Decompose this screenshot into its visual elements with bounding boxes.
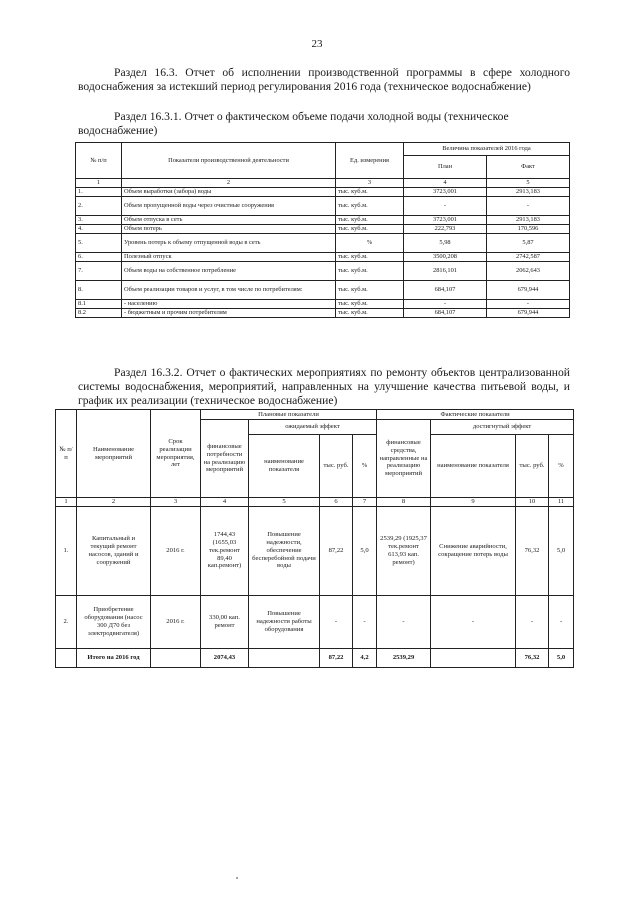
header-achieved-effect: достигнутый эффект (431, 420, 574, 435)
row-plan: - (404, 196, 487, 215)
row-unit: тыс. куб.м. (336, 196, 404, 215)
row-plan: 3723,001 (404, 215, 487, 224)
total-effect-pct: 4,2 (353, 648, 377, 667)
col-number: 11 (549, 498, 574, 507)
col-number: 5 (487, 179, 570, 188)
row-name: - населению (122, 299, 336, 308)
row-name: - бюджетным и прочим потребителям (122, 308, 336, 317)
row-effect-rub: - (320, 595, 353, 648)
total-row (56, 648, 574, 667)
table-row (56, 506, 574, 595)
row-fact: 679,944 (487, 280, 570, 299)
row-num: 1. (76, 187, 122, 196)
total-empty (56, 648, 77, 667)
header-expected-effect: ожидаемый эффект (249, 420, 377, 435)
total-achieved-rub: 76,32 (516, 648, 549, 667)
total-achieved-pct: 5,0 (549, 648, 574, 667)
repair-measures-table (55, 409, 574, 668)
header-indicator-fact: наименование показателя (431, 435, 516, 498)
row-unit: тыс. куб.м. (336, 215, 404, 224)
row-effect-pct: - (353, 595, 377, 648)
header-pct-fact: % (549, 435, 574, 498)
header-rub-fact: тыс. руб. (516, 435, 549, 498)
row-unit: тыс. куб.м. (336, 280, 404, 299)
table-row (76, 215, 570, 224)
row-term: 2016 г. (151, 506, 201, 595)
row-num: 8. (76, 280, 122, 299)
row-plan: 684,107 (404, 280, 487, 299)
header-num: № п/ п (56, 410, 77, 498)
row-fin-plan: 1744,43 (1655,03 тек.ремонт 89,40 кап.ремонт) (201, 506, 249, 595)
row-fact: 2742,587 (487, 252, 570, 261)
header-value-group: Величина показателей 2016 года (404, 143, 570, 156)
row-effect-name: Повышение надежности работы оборудования (249, 595, 320, 648)
total-label: Итого на 2016 год (77, 648, 151, 667)
row-unit: тыс. куб.м. (336, 308, 404, 317)
row-fact: 2913,183 (487, 215, 570, 224)
header-rub-plan: тыс. руб. (320, 435, 353, 498)
row-fin-plan: 330,00 кап. ремонт (201, 595, 249, 648)
row-plan: 222,793 (404, 224, 487, 233)
header-plan: План (404, 156, 487, 179)
row-plan: 2816,101 (404, 261, 487, 280)
col-number: 3 (336, 179, 404, 188)
section-16-3-1-heading: Раздел 16.3.1. Отчет о фактическом объеме подачи холодной воды (техническое водоснабжение) (78, 110, 509, 137)
row-fact: 170,596 (487, 224, 570, 233)
col-number: 7 (353, 498, 377, 507)
header-num: № п/п (76, 143, 122, 179)
row-name: Полезный отпуск (122, 252, 336, 261)
row-effect-rub: 87,22 (320, 506, 353, 595)
row-fact: 2062,643 (487, 261, 570, 280)
row-plan: - (404, 299, 487, 308)
row-name: Объем потерь (122, 224, 336, 233)
row-fin-fact: 2539,29 (1925,37 тек.ремонт 613,93 кап. ремонт) (377, 506, 431, 595)
row-effect-pct: 5,0 (353, 506, 377, 595)
row-fin-fact: - (377, 595, 431, 648)
table-row (76, 252, 570, 261)
row-unit: тыс. куб.м. (336, 261, 404, 280)
row-term: 2016 г. (151, 595, 201, 648)
row-achieved-rub: 76,32 (516, 506, 549, 595)
header-fin-plan: финансовые потребности на реализацию мероприятий (201, 420, 249, 498)
row-name: Объем реализации товаров и услуг, в том числе по потребителям: (122, 280, 336, 299)
header-actual: Фактические показатели (377, 410, 574, 420)
row-unit: % (336, 233, 404, 252)
col-number: 2 (122, 179, 336, 188)
col-number: 1 (56, 498, 77, 507)
section-16-3-2-heading: Раздел 16.3.2. Отчет о фактических мероприятиях по ремонту объектов централизованной системы водоснабжения, мероприятий, направленных на улучшение качества питьевой воды, и график их реализации (техническое водоснабжение) (78, 366, 570, 407)
col-number: 9 (431, 498, 516, 507)
row-plan: 684,107 (404, 308, 487, 317)
row-unit: тыс. куб.м. (336, 252, 404, 261)
total-empty (151, 648, 201, 667)
header-fact: Факт (487, 156, 570, 179)
row-num: 3. (76, 215, 122, 224)
water-volume-table (75, 142, 570, 318)
header-fin-actual: финансовые средства, направленные на реализацию мероприятий (377, 420, 431, 498)
row-fact: - (487, 299, 570, 308)
col-number: 4 (201, 498, 249, 507)
col-number: 8 (377, 498, 431, 507)
row-plan: 3723,001 (404, 187, 487, 196)
row-unit: тыс. куб.м. (336, 187, 404, 196)
table-row (76, 299, 570, 308)
table-row (76, 261, 570, 280)
col-number: 6 (320, 498, 353, 507)
row-name: Капитальный и текущий ремонт насосов, зданий и сооружений (77, 506, 151, 595)
page-number: 23 (311, 38, 323, 50)
col-number: 10 (516, 498, 549, 507)
row-achieved-name: - (431, 595, 516, 648)
table-row (76, 187, 570, 196)
scan-speck (236, 877, 238, 879)
row-num: 1. (56, 506, 77, 595)
row-achieved-pct: - (549, 595, 574, 648)
row-num: 6. (76, 252, 122, 261)
row-name: Уровень потерь к объему отпущенной воды в сеть (122, 233, 336, 252)
table-row (56, 595, 574, 648)
header-indicator-plan: наименование показателя (249, 435, 320, 498)
header-name: Наименование мероприятий (77, 410, 151, 498)
row-num: 8.1 (76, 299, 122, 308)
col-number: 2 (77, 498, 151, 507)
row-name: Объем выработки (забора) воды (122, 187, 336, 196)
table-row (76, 280, 570, 299)
total-effect-rub: 87,22 (320, 648, 353, 667)
row-num: 8.2 (76, 308, 122, 317)
section-16-3-heading: Раздел 16.3. Отчет об исполнении производственной программы в сфере холодного водоснабжения за истекший период регулирования 2016 года (техническое водоснабжение) (78, 66, 570, 93)
row-name: Объем отпуска в сеть (122, 215, 336, 224)
row-num: 7. (76, 261, 122, 280)
col-number: 3 (151, 498, 201, 507)
table-row (76, 224, 570, 233)
row-name: Приобретение оборудования (насос 300 Д70 без электродвигателя) (77, 595, 151, 648)
row-effect-name: Повышение надежности, обеспечение бесперебойной подачи воды (249, 506, 320, 595)
row-unit: тыс. куб.м. (336, 299, 404, 308)
row-num: 4. (76, 224, 122, 233)
table-row (76, 196, 570, 215)
total-empty (431, 648, 516, 667)
row-fact: - (487, 196, 570, 215)
col-number: 1 (76, 179, 122, 188)
row-plan: 3500,208 (404, 252, 487, 261)
row-fact: 5,87 (487, 233, 570, 252)
row-name: Объем пропущенной воды через очистные сооружения (122, 196, 336, 215)
total-fin-fact: 2539,29 (377, 648, 431, 667)
row-num: 2. (76, 196, 122, 215)
row-achieved-name: Снижение аварийности, сокращение потерь воды (431, 506, 516, 595)
col-number: 4 (404, 179, 487, 188)
table-row (76, 308, 570, 317)
header-unit: Ед. измерения (336, 143, 404, 179)
col-number: 5 (249, 498, 320, 507)
row-unit: тыс. куб.м. (336, 224, 404, 233)
total-fin-plan: 2074,43 (201, 648, 249, 667)
header-planned: Плановые показатели (201, 410, 377, 420)
total-empty (249, 648, 320, 667)
row-plan: 5,98 (404, 233, 487, 252)
row-achieved-rub: - (516, 595, 549, 648)
row-name: Объем воды на собственное потребление (122, 261, 336, 280)
row-achieved-pct: 5,0 (549, 506, 574, 595)
row-num: 5. (76, 233, 122, 252)
header-indicator: Показатели производственной деятельности (122, 143, 336, 179)
table-row (76, 233, 570, 252)
row-num: 2. (56, 595, 77, 648)
header-term: Срок реализации мероприятия, лет (151, 410, 201, 498)
row-fact: 679,944 (487, 308, 570, 317)
row-fact: 2913,183 (487, 187, 570, 196)
header-pct-plan: % (353, 435, 377, 498)
